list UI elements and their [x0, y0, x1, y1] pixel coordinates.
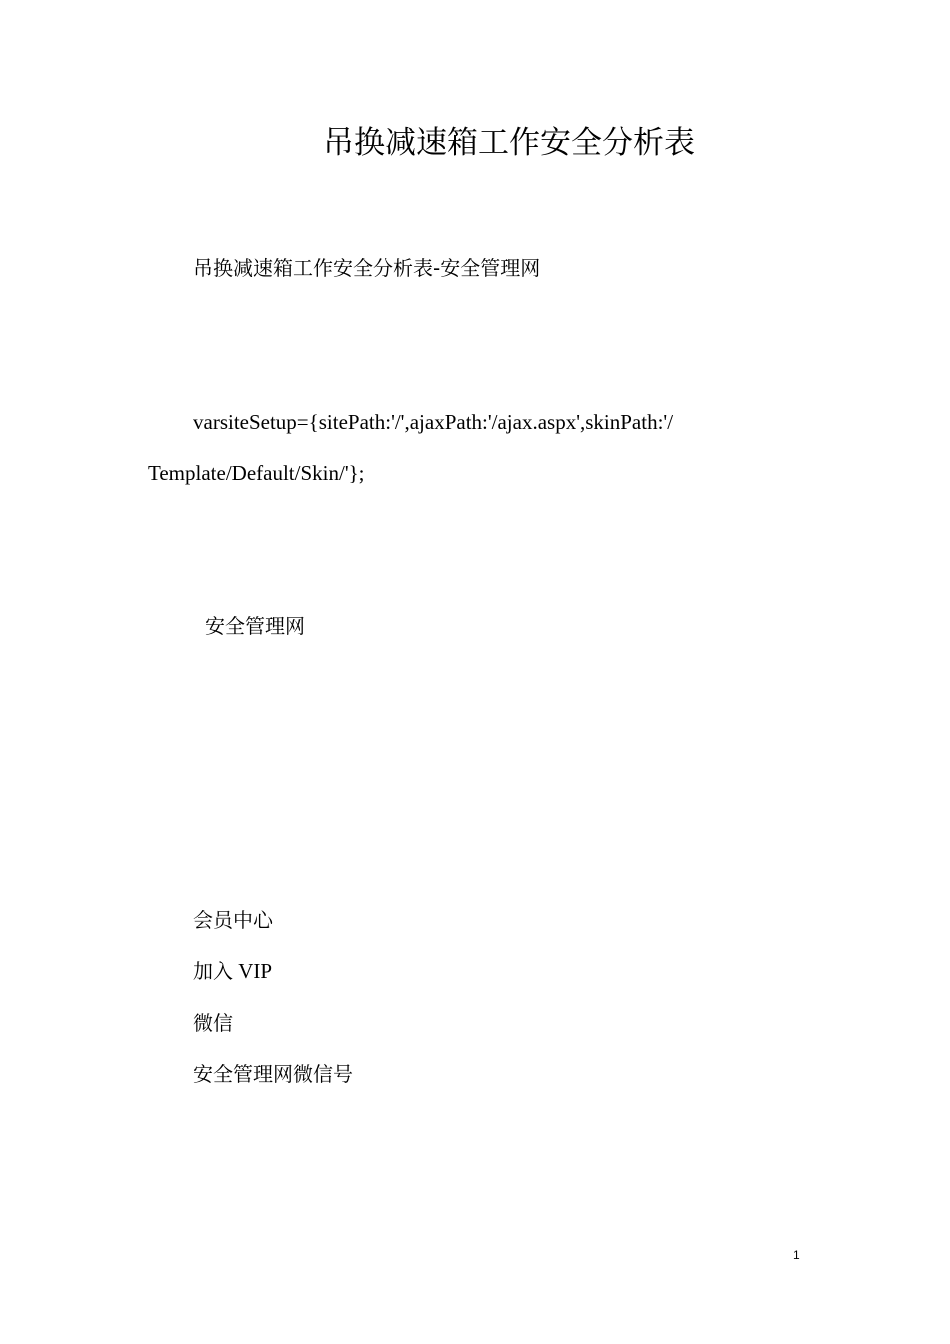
script-text-line-2: Template/Default/Skin/'}; — [148, 461, 365, 485]
wechat-account-link[interactable]: 安全管理网微信号 — [193, 1062, 353, 1086]
member-center-link[interactable]: 会员中心 — [193, 908, 273, 932]
document-title: 吊换减速箱工作安全分析表 — [323, 125, 695, 161]
join-vip-link-en: VIP — [233, 959, 273, 983]
join-vip-link[interactable] — [193, 956, 272, 986]
site-name: 安全管理网 — [205, 614, 305, 638]
script-text-line-1: varsiteSetup={sitePath:'/',ajaxPath:'/ajax.aspx',skinPath:'/ — [193, 410, 674, 434]
join-vip-link-cn: 加入 — [193, 959, 233, 983]
page-number: 1 — [793, 1248, 800, 1262]
wechat-link[interactable]: 微信 — [193, 1011, 233, 1035]
document-subtitle: 吊换减速箱工作安全分析表-安全管理网 — [193, 256, 541, 280]
